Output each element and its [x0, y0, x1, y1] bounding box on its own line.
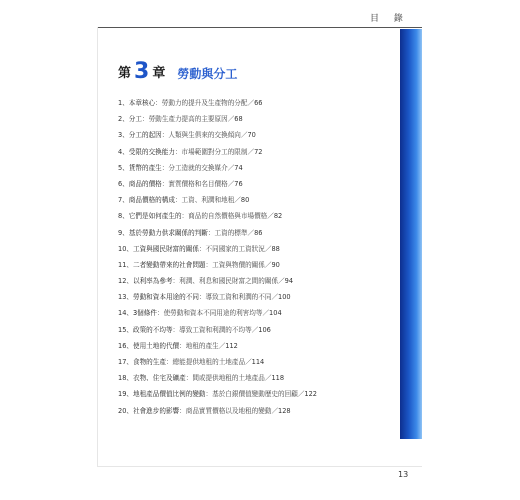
toc-entry-description: 不同國家的工資狀況	[205, 244, 265, 253]
toc-entry-separator: ：	[172, 277, 180, 286]
page-border-left	[97, 27, 98, 467]
toc-entry-separator: ：	[161, 131, 169, 140]
toc-entry-description: 導致工資和利潤的不均等	[179, 325, 252, 334]
toc-entry-description: 導致工資和利潤的不同	[205, 293, 272, 302]
toc-entry[interactable]	[118, 160, 398, 176]
toc-entry-number: 16、	[118, 341, 133, 350]
chapter-suffix: 章	[152, 66, 166, 81]
toc-entry-title: 基於勞動力供求關係的判斷	[128, 228, 208, 237]
toc-entry-page: ／114	[245, 358, 265, 366]
toc-entry-title: 分工的起因	[128, 131, 162, 140]
toc-entry[interactable]	[118, 386, 398, 402]
toc-entry-page: ／118	[264, 374, 285, 383]
toc-entry-page: ／70	[240, 131, 256, 140]
toc-entry-number: 6、	[118, 179, 129, 188]
toc-entry[interactable]	[118, 305, 398, 321]
toc-entry-page: ／68	[227, 115, 243, 124]
toc-entry-title: 社會進步的影響	[132, 406, 180, 415]
toc-entry[interactable]	[118, 241, 398, 257]
toc-entry-separator: ：	[174, 196, 182, 205]
toc-entry-number: 15、	[118, 325, 133, 334]
toc-entry-separator: ：	[181, 212, 189, 221]
toc-entry-separator: ：	[156, 309, 164, 318]
toc-entry[interactable]	[118, 111, 398, 127]
toc-entry-page: ／112	[218, 341, 238, 350]
blue-sidebar-decoration	[400, 29, 422, 439]
toc-entry-separator: ：	[174, 147, 182, 156]
toc-entry-description: 地租的產生	[185, 341, 219, 350]
toc-entry-page: ／128	[271, 406, 291, 415]
toc-entry-number: 20、	[118, 406, 133, 415]
toc-entry-number: 2、	[118, 115, 129, 124]
toc-entry[interactable]	[118, 144, 398, 160]
toc-entry-title: 貨幣的產生	[128, 163, 162, 172]
toc-entry-description: 間或提供地租的土地產品	[192, 374, 265, 383]
toc-entry-title: 使用土地的代價	[132, 341, 180, 350]
toc-entry-number: 10、	[118, 244, 133, 253]
toc-entry[interactable]	[118, 403, 398, 419]
toc-entry-page: ／66	[247, 99, 263, 107]
toc-entry-separator: ：	[161, 163, 169, 172]
toc-entry[interactable]	[118, 289, 398, 305]
toc-entry-description: 工資與物價的關係	[212, 260, 265, 269]
toc-entry-description: 利潤、利息和國民財富之間的關係	[179, 277, 279, 286]
toc-entry-separator: ：	[198, 244, 206, 253]
toc-entry-number: 18、	[118, 374, 133, 383]
toc-entry-number: 3、	[118, 131, 129, 140]
toc-entry-separator: ：	[141, 115, 149, 124]
chapter-prefix: 第	[118, 66, 132, 81]
toc-entry-description: 基於白銀價值變動歷史的回顧	[212, 390, 298, 399]
toc-entry-page: ／122	[297, 390, 318, 399]
toc-entry-separator: ：	[179, 406, 186, 415]
toc-entry[interactable]	[118, 208, 398, 224]
toc-entry-title: 二者變動帶來的社會問題	[132, 260, 206, 269]
page-border-bottom	[98, 466, 422, 467]
toc-entry-title: 它們是如何產生的	[128, 212, 182, 221]
toc-entry-page: ／86	[247, 228, 263, 237]
toc-entry-page: ／104	[262, 309, 282, 318]
toc-entry-page: ／74	[227, 163, 243, 172]
toc-entry-description: 工資的標準	[214, 228, 248, 237]
toc-entry[interactable]	[118, 322, 398, 338]
page-number: 13	[398, 470, 409, 479]
header-rule	[98, 27, 422, 28]
chapter-number: 3	[134, 59, 150, 84]
toc-entry-number: 19、	[118, 390, 133, 399]
toc-entry-title: 3個條件	[132, 309, 157, 318]
toc-entry-title: 食物的生產	[132, 358, 166, 366]
toc-entry-separator: ：	[205, 260, 213, 269]
toc-entry-title: 本章核心	[128, 99, 156, 107]
toc-entry-page: ／94	[278, 277, 294, 286]
toc-entry-description: 使勞動和資本不同用途的利害均等	[163, 309, 263, 318]
toc-entry-number: 13、	[118, 293, 133, 302]
toc-entry-title: 地租產品價值比例的變動	[132, 390, 206, 399]
toc-entry-number: 12、	[118, 277, 133, 286]
toc-entry[interactable]	[118, 95, 398, 111]
toc-entry-separator: ：	[198, 293, 206, 302]
toc-entry-description: 人類與生俱來的交換傾向	[168, 131, 241, 140]
toc-entry-number: 8、	[118, 212, 129, 221]
toc-entry-separator: ：	[205, 390, 213, 399]
chapter-heading	[118, 60, 237, 84]
toc-entry-page: ／100	[271, 293, 291, 302]
toc-entry-title: 以利率為參考	[132, 277, 173, 286]
running-header: 目 錄	[370, 14, 409, 24]
toc-entry-separator: ：	[179, 341, 186, 350]
toc-entry-title: 衣物、住宅及礦產	[132, 374, 186, 383]
toc-entry-number: 7、	[118, 196, 129, 205]
toc-entry[interactable]	[118, 273, 398, 289]
toc-entry-number: 4、	[118, 147, 129, 156]
toc-entry-description: 商品實質價格以及地租的變動	[185, 406, 272, 415]
toc-entry-number: 14、	[118, 309, 133, 318]
toc-entry-description: 勞動生產力提高的主要原因	[148, 115, 228, 124]
toc-entry-separator: ：	[207, 228, 215, 237]
table-of-contents	[118, 95, 398, 419]
toc-entry-page: ／82	[267, 212, 283, 221]
toc-entry-page: ／76	[227, 179, 243, 188]
toc-entry[interactable]	[118, 338, 398, 354]
toc-entry-number: 5、	[118, 163, 129, 172]
toc-entry[interactable]	[118, 176, 398, 192]
toc-entry-number: 1、	[118, 99, 129, 107]
toc-entry-title: 商品價格的構成	[128, 196, 175, 205]
toc-entry-page: ／106	[251, 325, 271, 334]
toc-entry-number: 11、	[118, 260, 133, 269]
toc-entry-page: ／88	[264, 244, 280, 253]
toc-entry-separator: ：	[172, 325, 180, 334]
toc-entry[interactable]	[118, 192, 398, 208]
toc-entry-description: 商品的自然價格與市場價格	[188, 212, 268, 221]
toc-entry-title: 工資與國民財富的關係	[132, 244, 199, 253]
chapter-title: 勞動與分工	[177, 67, 238, 81]
toc-entry-separator: ：	[165, 358, 173, 366]
toc-entry[interactable]	[118, 225, 398, 241]
toc-entry-number: 9、	[118, 228, 129, 237]
toc-entry-separator: ：	[161, 179, 169, 188]
toc-entry-description: 分工造就的交換媒介	[168, 163, 228, 172]
toc-entry-title: 政策的不均等	[132, 325, 173, 334]
toc-entry-page: ／80	[234, 196, 250, 205]
toc-entry-number: 17、	[118, 358, 133, 366]
toc-entry-title: 商品的價格	[128, 179, 162, 188]
toc-entry[interactable]	[118, 127, 398, 143]
toc-entry[interactable]	[118, 370, 398, 386]
toc-entry-description: 市場範圍對分工的限制	[181, 147, 248, 156]
toc-entry-separator: ：	[155, 99, 162, 107]
toc-entry[interactable]	[118, 257, 398, 273]
toc-entry-description: 總能提供地租的土地產品	[172, 358, 246, 366]
toc-entry-separator: ：	[185, 374, 193, 383]
toc-entry-description: 實質價格和名目價格	[168, 179, 228, 188]
toc-entry[interactable]	[118, 354, 398, 370]
toc-entry-page: ／90	[264, 260, 280, 269]
toc-entry-description: 工資、利潤和地租	[181, 196, 235, 205]
toc-entry-page: ／72	[247, 147, 263, 156]
toc-entry-title: 受限的交換能力	[128, 147, 175, 156]
toc-entry-title: 分工	[128, 115, 142, 124]
toc-entry-description: 勞動力的提升及生產物的分配	[161, 99, 248, 107]
toc-entry-title: 勞動和資本用途的不同	[132, 293, 199, 302]
